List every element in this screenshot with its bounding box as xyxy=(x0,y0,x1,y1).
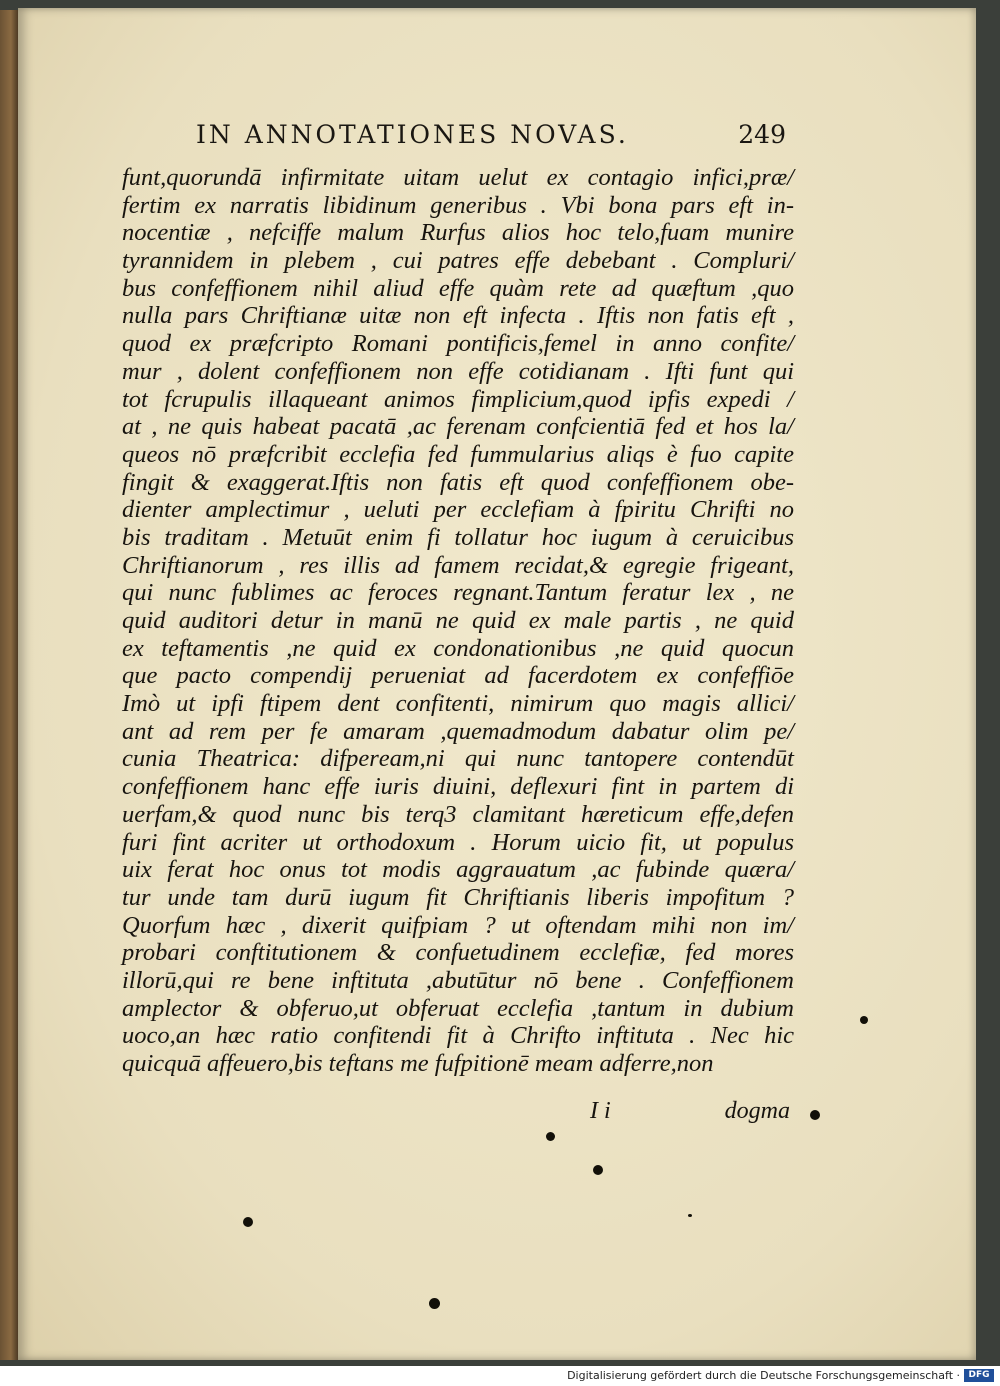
text-line: bis traditam . Metuūt enim fi tollatur hoc iugum à ceruicibus xyxy=(122,523,794,551)
text-line: nulla pars Chriftianæ uitæ non eft infecta . Iftis non fatis eft , xyxy=(122,302,794,330)
running-head xyxy=(196,120,786,160)
text-line: tyrannidem in plebem , cui patres effe debebant . Compluri/ xyxy=(122,247,794,275)
text-line: queos nō præfcribit ecclefia fed fummularius aliqs è fuo capite xyxy=(122,440,794,468)
text-line: dienter amplectimur , ueluti per ecclefiam à fpiritu Chrifti no xyxy=(122,496,794,524)
text-line: illorū,qui re bene inftituta ,abutūtur nō bene . Confeffionem xyxy=(122,966,794,994)
signature-mark: I i xyxy=(590,1098,611,1124)
text-line: cunia Theatrica: difperеam,ni qui nunc tantopere contendūt xyxy=(122,745,794,773)
text-line: uix ferat hoc onus tot modis aggrauatum ,ac fubinde quæra/ xyxy=(122,856,794,884)
text-line: que pacto compendij perueniat ad facerdotem ex confeffiōe xyxy=(122,662,794,690)
text-line: tur unde tam durū iugum fit Chriftianis liberis impofitum ? xyxy=(122,883,794,911)
text-line: uerfam,& quod nunc bis terq3 clamitant hæreticum effe,defen xyxy=(122,800,794,828)
digitization-credit: Digitalisierung gefördert durch die Deutsche Forschungsgemeinschaft · xyxy=(567,1369,960,1382)
ink-speck xyxy=(546,1132,555,1141)
book-board-edge xyxy=(0,10,18,1360)
text-line: amplector & obferuo,ut obferuat ecclefia ,tantum in dubium xyxy=(122,994,794,1022)
ink-speck xyxy=(243,1217,253,1227)
ink-speck xyxy=(688,1214,692,1217)
text-line: mur , dolent confeffionem non effe cotidianam . Ifti funt qui xyxy=(122,357,794,385)
digitization-footer xyxy=(0,1366,1000,1386)
book-page xyxy=(18,8,976,1360)
text-line: Quorfum hæc , dixerit quifpiam ? ut oftendam mihi non im/ xyxy=(122,911,794,939)
text-line: tot fcrupulis illaqueant animos fimplicium,quod ipfis expedi / xyxy=(122,385,794,413)
running-title: IN ANNOTATIONES NOVAS. xyxy=(196,120,629,149)
text-line: quod ex præfcripto Romani pontificis,femel in anno confite/ xyxy=(122,330,794,358)
text-line: bus confeffionem nihil aliud effe quàm rete ad quæftum ,quo xyxy=(122,274,794,302)
ink-speck xyxy=(429,1298,440,1309)
page-number: 249 xyxy=(738,120,786,149)
body-text xyxy=(122,164,794,1078)
catchword: dogma xyxy=(724,1098,790,1124)
text-line: nocentiæ , nefciffe malum Rurfus alios hoc telo,fuam munire xyxy=(122,219,794,247)
ink-speck xyxy=(860,1016,868,1024)
dfg-logo-icon: DFG xyxy=(964,1369,994,1382)
ink-speck xyxy=(810,1110,820,1120)
text-line: fingit & exaggerat.Iftis non fatis eft quod confeffionem obe- xyxy=(122,468,794,496)
text-line: Imò ut ipfi ftipem dent confitenti, nimirum quo magis allici/ xyxy=(122,690,794,718)
text-line: Chriftianorum , res illis ad famem recidat,& egregie frigeant, xyxy=(122,551,794,579)
text-line: ant ad rem per fe amaram ,quemadmodum dabatur olim pe/ xyxy=(122,717,794,745)
text-line: quid auditori detur in manū ne quid ex male partis , ne quid xyxy=(122,607,794,634)
text-line: uoco,an hæc ratio confitendi fit à Chrifto inftituta . Nec hic xyxy=(122,1022,794,1050)
text-line: quicquā affeuero,bis teftans me fufpitionē meam adferre,non xyxy=(122,1050,714,1077)
text-line: probari conftitutionem & confuetudinem ecclefiæ, fed mores xyxy=(122,939,794,967)
text-line: confeffionem hanc effe iuris diuini, deflexuri fint in partem di xyxy=(122,773,794,801)
text-line: ex teftamentis ,ne quid ex condonationibus ,ne quid quocun xyxy=(122,634,794,662)
catchwords-line xyxy=(578,1098,790,1128)
text-line: qui nunc fublimes ac feroces regnant.Tantum feratur lex , ne xyxy=(122,579,794,607)
text-line: fertim ex narratis libidinum generibus . Vbi bona pars eft in- xyxy=(122,191,794,219)
text-line: at , ne quis habeat pacatā ,ac ferenam confcientiā fed et hos la/ xyxy=(122,413,794,441)
text-line: funt,quorundā infirmitate uitam uelut ex contagio infici,præ/ xyxy=(122,164,794,191)
ink-speck xyxy=(593,1165,603,1175)
text-line: furi fint acriter ut orthodoxum . Horum uicio fit, ut populus xyxy=(122,828,794,856)
